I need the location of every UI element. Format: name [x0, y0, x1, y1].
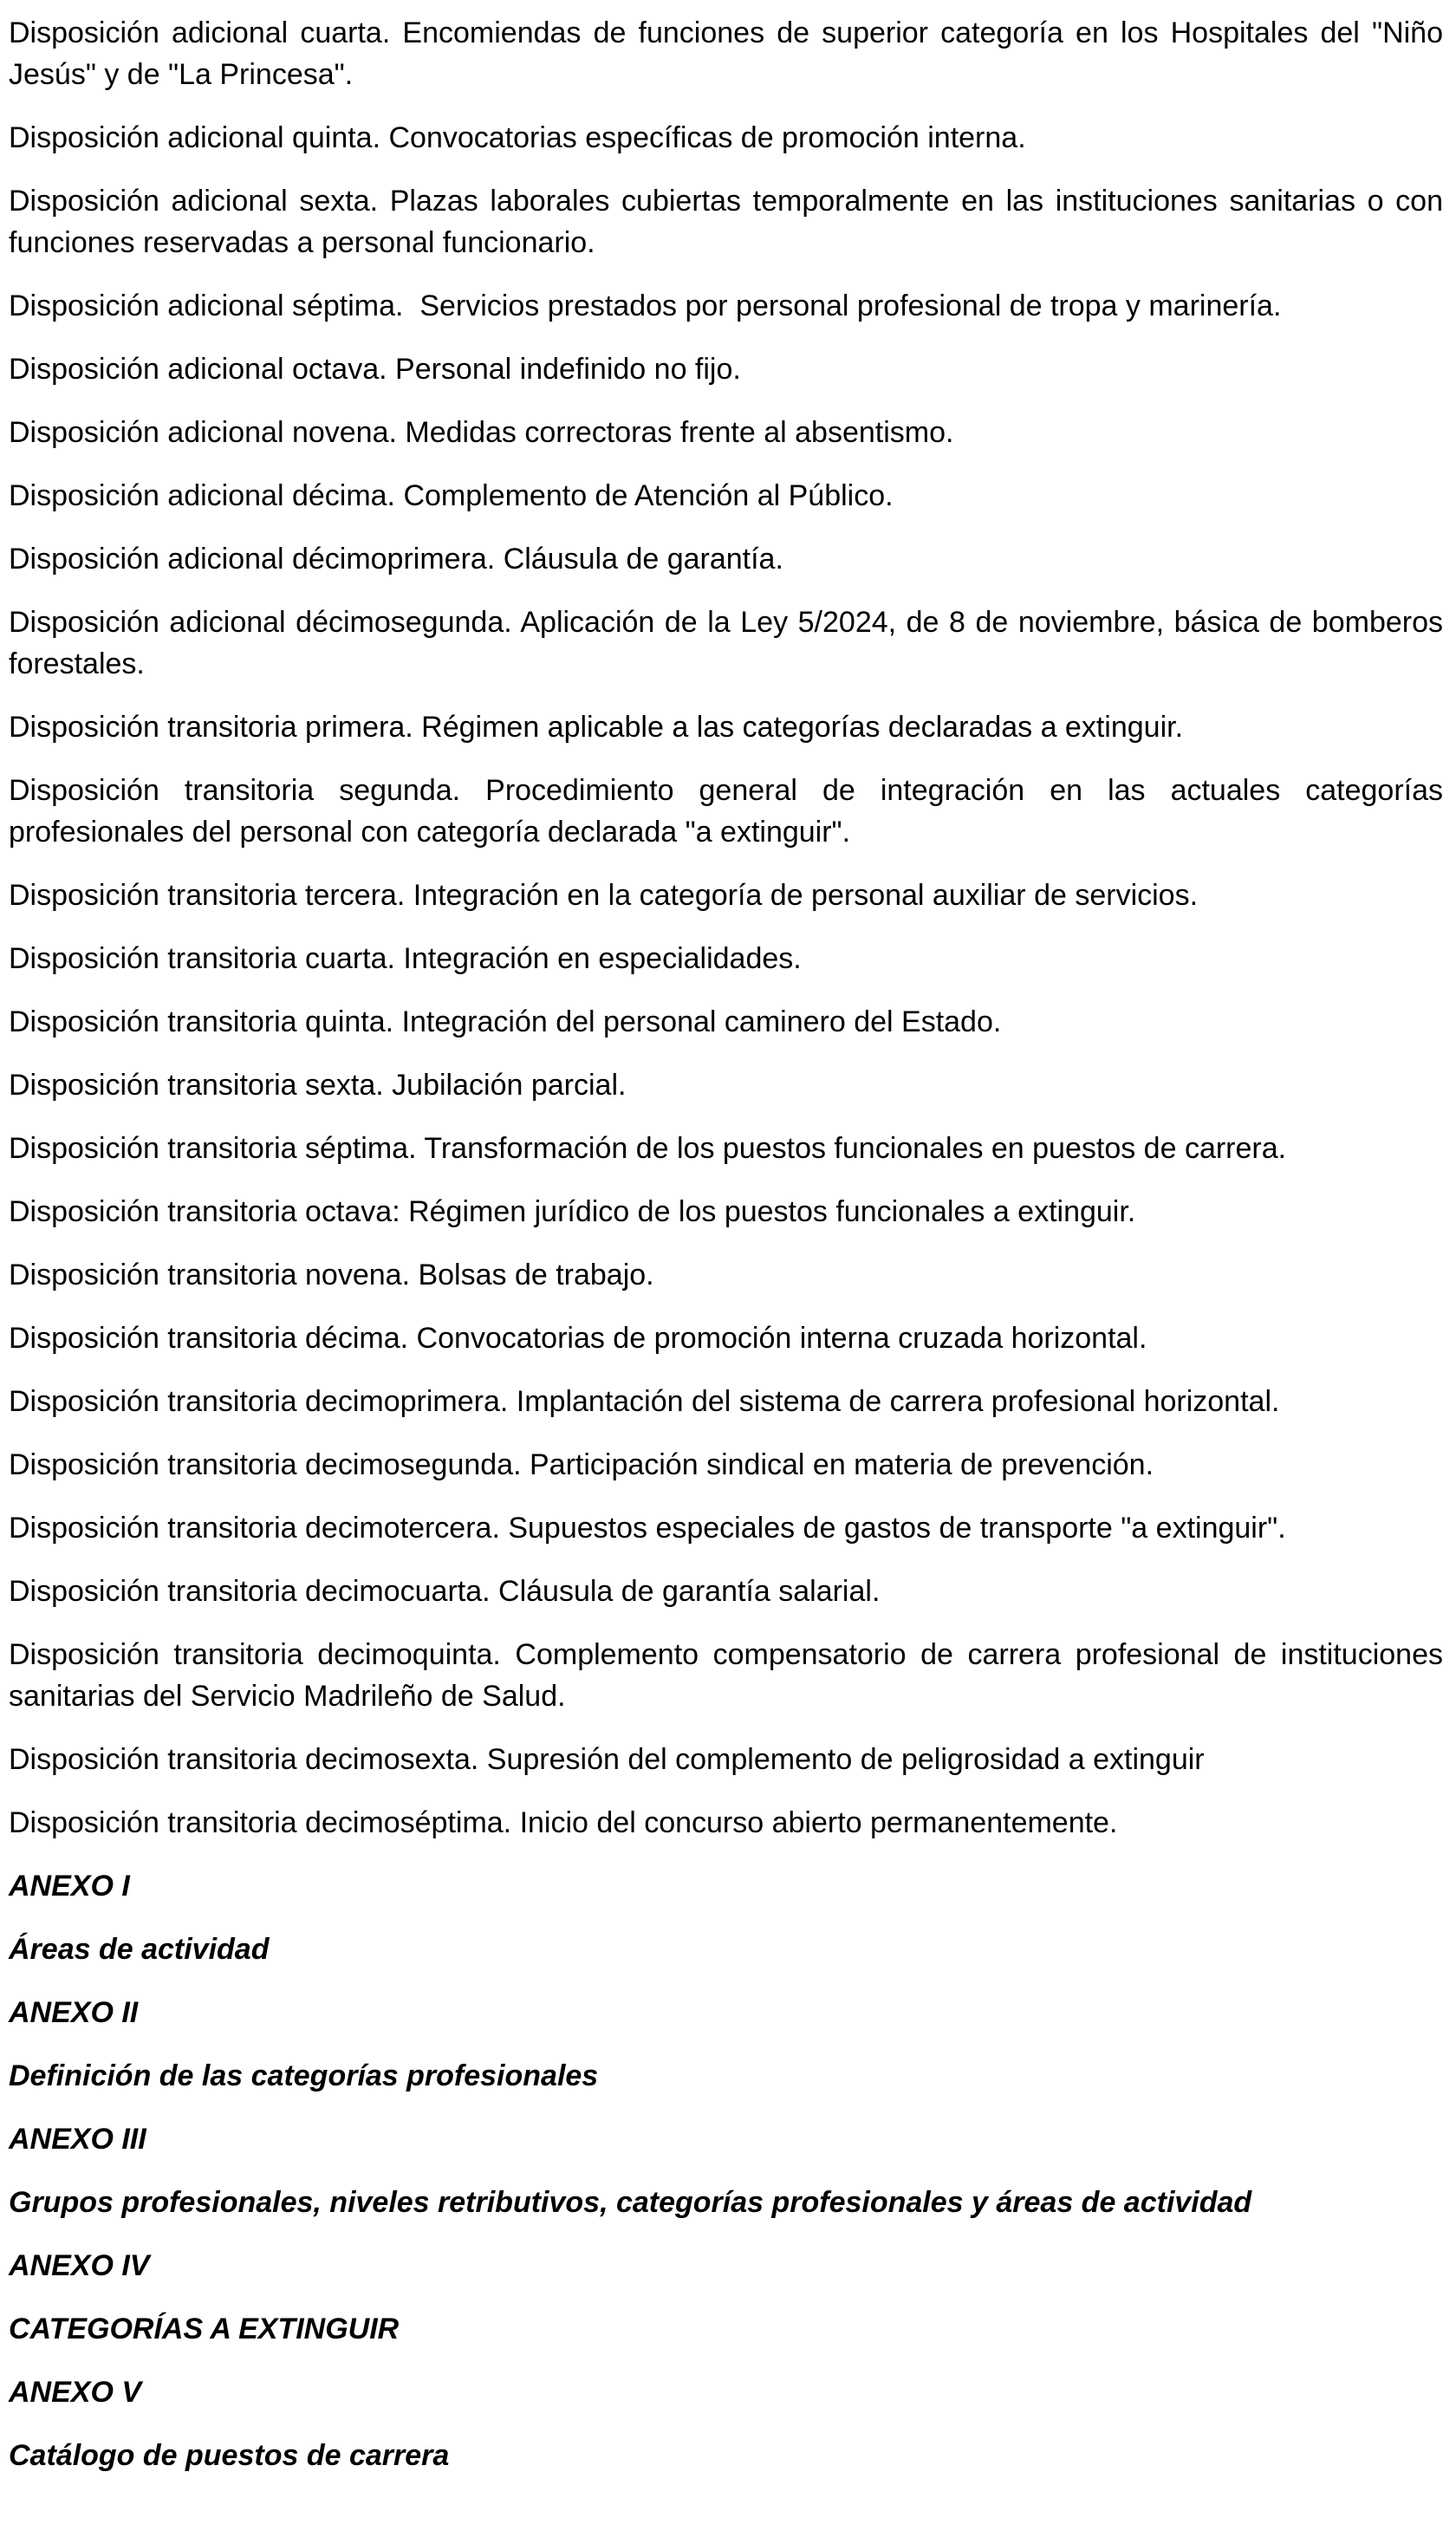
- toc-item: Disposición transitoria décima. Convocatorias de promoción interna cruzada horizontal.: [9, 1322, 1147, 1355]
- annex-heading: ANEXO II: [9, 1996, 139, 2029]
- toc-item: Disposición adicional octava. Personal indefinido no fijo.: [9, 353, 741, 386]
- toc-item: Disposición adicional décimosegunda. Aplicación de la Ley 5/2024, de 8 de noviembre, básica de bomberos forestales.: [9, 606, 1443, 680]
- toc-item: Disposición adicional décimoprimera. Cláusula de garantía.: [9, 543, 783, 576]
- annex-heading: ANEXO I: [9, 1870, 130, 1903]
- toc-item: Disposición transitoria decimoquinta. Complemento compensatorio de carrera profesional de instituciones sanitarias del Servicio Madrileño de Salud.: [9, 1638, 1443, 1713]
- toc-item: Disposición transitoria decimoséptima. Inicio del concurso abierto permanentemente.: [9, 1806, 1118, 1839]
- table-of-contents: [9, 12, 1443, 2476]
- annex-heading: Catálogo de puestos de carrera: [9, 2439, 450, 2472]
- annex-heading: Definición de las categorías profesionales: [9, 2059, 599, 2092]
- toc-item: Disposición transitoria quinta. Integración del personal caminero del Estado.: [9, 1005, 1002, 1038]
- toc-item: Disposición adicional quinta. Convocatorias específicas de promoción interna.: [9, 121, 1026, 154]
- annex-heading: ANEXO IV: [9, 2249, 150, 2282]
- annex-heading: ANEXO V: [9, 2376, 142, 2409]
- toc-item: Disposición transitoria segunda. Procedimiento general de integración en las actuales categorías profesionales del personal con categoría declarada "a extinguir".: [9, 774, 1443, 849]
- toc-item: Disposición transitoria primera. Régimen aplicable a las categorías declaradas a extinguir.: [9, 711, 1184, 744]
- toc-item: Disposición adicional sexta. Plazas laborales cubiertas temporalmente en las instituciones sanitarias o con funciones reservadas a personal funcionario.: [9, 185, 1443, 259]
- toc-item: Disposición transitoria cuarta. Integración en especialidades.: [9, 942, 802, 975]
- toc-item: Disposición transitoria sexta. Jubilación parcial.: [9, 1069, 627, 1102]
- toc-item: Disposición adicional novena. Medidas correctoras frente al absentismo.: [9, 416, 954, 449]
- annex-heading: CATEGORÍAS A EXTINGUIR: [9, 2313, 400, 2345]
- toc-item: Disposición transitoria decimosegunda. Participación sindical en materia de prevención.: [9, 1448, 1154, 1481]
- toc-item: Disposición transitoria séptima. Transformación de los puestos funcionales en puestos de carrera.: [9, 1132, 1287, 1165]
- toc-item: Disposición adicional cuarta. Encomiendas de funciones de superior categoría en los Hospitales del "Niño Jesús" y de "La Princesa".: [9, 16, 1443, 91]
- toc-item: Disposición transitoria novena. Bolsas de trabajo.: [9, 1259, 654, 1291]
- toc-item: Disposición transitoria octava: Régimen jurídico de los puestos funcionales a extinguir.: [9, 1195, 1136, 1228]
- toc-item: Disposición transitoria tercera. Integración en la categoría de personal auxiliar de servicios.: [9, 879, 1199, 912]
- toc-item: Disposición adicional séptima. Servicios prestados por personal profesional de tropa y marinería.: [9, 289, 1282, 322]
- annex-heading: ANEXO III: [9, 2123, 146, 2156]
- annex-heading: Grupos profesionales, niveles retributivos, categorías profesionales y áreas de actividad: [9, 2186, 1252, 2219]
- toc-item: Disposición transitoria decimotercera. Supuestos especiales de gastos de transporte "a extinguir".: [9, 1512, 1286, 1545]
- annex-heading: Áreas de actividad: [9, 1933, 270, 1966]
- toc-item: Disposición transitoria decimocuarta. Cláusula de garantía salarial.: [9, 1575, 881, 1608]
- toc-item: Disposición adicional décima. Complemento de Atención al Público.: [9, 479, 894, 512]
- toc-item: Disposición transitoria decimosexta. Supresión del complemento de peligrosidad a extinguir: [9, 1743, 1205, 1776]
- toc-item: Disposición transitoria decimoprimera. Implantación del sistema de carrera profesional horizontal.: [9, 1385, 1280, 1418]
